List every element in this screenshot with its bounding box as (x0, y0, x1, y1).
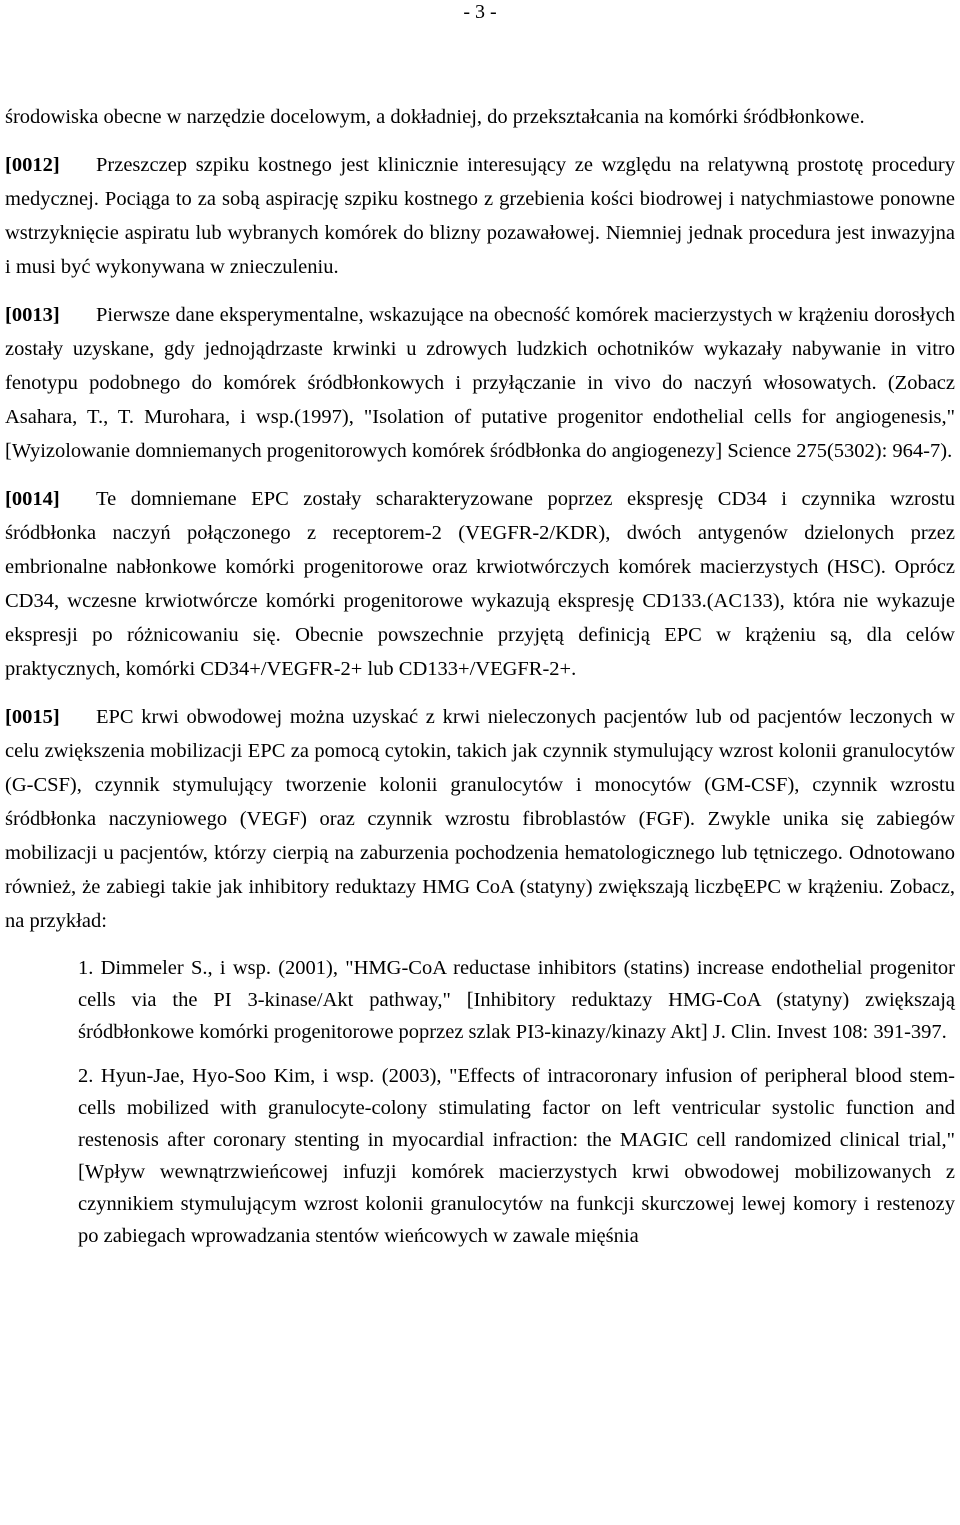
paragraph-text: Przeszczep szpiku kostnego jest klinicznie interesujący ze względu na relatywną prostotę procedury medycznej. Pociąga to za sobą aspirację szpiku kostnego z grzebienia kości biodrowej i natychmiastowe ponowne wstrzyknięcie aspiratu lub wybranych komórek do blizny pozawałowej. Niemniej jednak procedura jest inwazyjna i musi być wykonywana w znieczuleniu. (5, 154, 955, 278)
reference-list (5, 952, 955, 1252)
paragraph-0015 (5, 700, 955, 938)
paragraph-text: Pierwsze dane eksperymentalne, wskazujące na obecność komórek macierzystych w krążeniu dorosłych zostały uzyskane, gdy jednojądrzaste krwinki u zdrowych ludzkich ochotników wykazały nabywanie in vitro fenotypu podobnego do komórek śródbłonkowych i przyłączanie in vivo do naczyń włosowatych. (Zobacz Asahara, T., T. Murohara, i wsp.(1997), "Isolation of putative progenitor endothelial cells for angiogenesis," [Wyizolowanie domniemanych progenitorowych komórek śródbłonka do angiogenezy] Science 275(5302): 964-7). (5, 304, 955, 462)
paragraph-number: [0012] (5, 154, 60, 176)
paragraph-text: Te domniemane EPC zostały scharakteryzowane poprzez ekspresję CD34 i czynnika wzrostu śródbłonka naczyń połączonego z receptorem-2 (VEGFR-2/KDR), dwóch antygenów dzielonych przez embrionalne nabłonkowe komórki progenitorowe oraz krwiotwórczych komórek macierzystych (HSC). Oprócz CD34, wczesne krwiotwórcze komórki progenitorowe wykazują ekspresję CD133.(AC133), która nie wykazuje ekspresji po różnicowaniu się. Obecnie powszechnie przyjętą definicją EPC w krążeniu są, dla celów praktycznych, komórki CD34+/VEGFR-2+ lub CD133+/VEGFR-2+. (5, 488, 955, 680)
reference-item: 2. Hyun-Jae, Hyo-Soo Kim, i wsp. (2003), "Effects of intracoronary infusion of peripheral blood stem-cells mobilized with granulocyte-colony stimulating factor on left ventricular systolic function and restenosis after coronary stenting in myocardial infraction: the MAGIC cell randomized clinical trial," [Wpływ wewnątrzwieńcowej infuzji komórek macierzystych krwi obwodowej mobilizowanych z czynnikiem stymulującym wzrost kolonii granulocytów na funkcji skurczowej lewej komory i restenozy po zabiegach wprowadzania stentów wieńcowych w zawale mięśnia (78, 1065, 955, 1247)
document-body (5, 100, 955, 1264)
paragraph-0014 (5, 482, 955, 686)
reference-item: 1. Dimmeler S., i wsp. (2001), "HMG-CoA reductase inhibitors (statins) increase endothelial progenitor cells via the PI 3-kinase/Akt pathway," [Inhibitory reduktazy HMG-CoA (statyny) zwiększają śródbłonkowe komórki progenitorowe poprzez szlak PI3-kinazy/kinazy Akt] J. Clin. Invest 108: 391-397. (78, 957, 955, 1043)
paragraph-text: środowiska obecne w narzędzie docelowym, a dokładniej, do przekształcania na komórki śródbłonkowe. (5, 106, 865, 128)
paragraph-number: [0015] (5, 706, 60, 728)
page-number: - 3 - (463, 1, 497, 23)
paragraph-continuation (5, 100, 955, 134)
paragraph-number: [0013] (5, 304, 60, 326)
paragraph-0012 (5, 148, 955, 284)
paragraph-number: [0014] (5, 488, 60, 510)
paragraph-text: EPC krwi obwodowej można uzyskać z krwi nieleczonych pacjentów lub od pacjentów leczonych w celu zwiększenia mobilizacji EPC za pomocą cytokin, takich jak czynnik stymulujący wzrost kolonii granulocytów (G-CSF), czynnik stymulujący tworzenie kolonii granulocytów i monocytów (GM-CSF), czynnik wzrostu śródbłonka naczyniowego (VEGF) oraz czynnik wzrostu fibroblastów (FGF). Zwykle unika się zabiegów mobilizacji u pacjentów, którzy cierpią na zaburzenia pochodzenia hematologicznego lub tętniczego. Odnotowano również, że zabiegi takie jak inhibitory reduktazy HMG CoA (statyny) zwiększają liczbęEPC w krążeniu. Zobacz, na przykład: (5, 706, 955, 932)
paragraph-0013 (5, 298, 955, 468)
